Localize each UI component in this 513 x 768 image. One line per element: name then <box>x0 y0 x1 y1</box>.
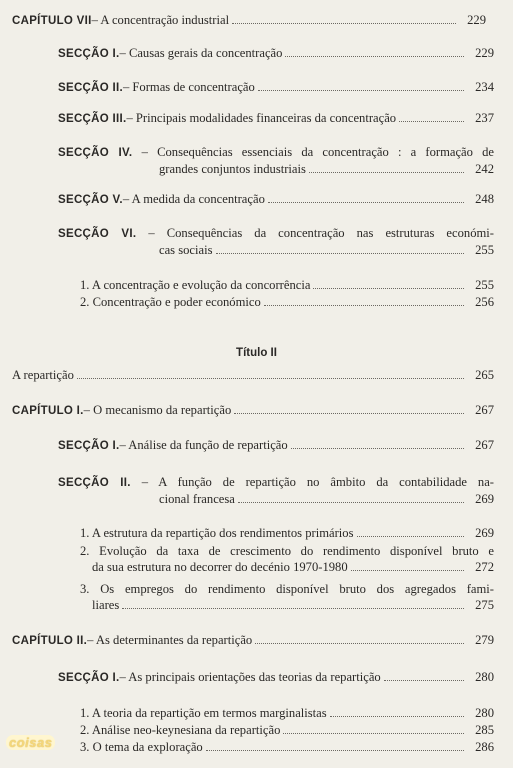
dot-leader <box>238 502 464 503</box>
toc-item <box>80 581 494 613</box>
entry-title: – Causas gerais da concentração <box>119 46 283 60</box>
chapter-label: CAPÍTULO II. <box>12 635 88 647</box>
entry-title: – O mecanismo da repartição <box>83 403 232 417</box>
page-number: 279 <box>475 633 494 647</box>
page-number: 255 <box>475 243 494 257</box>
page-number: 234 <box>475 80 494 94</box>
page-number: 256 <box>475 295 494 309</box>
section-label: SECÇÃO I. <box>58 440 120 452</box>
section-label: SECÇÃO VI. <box>58 228 137 240</box>
dot-leader <box>232 23 456 24</box>
toc-section-6 <box>58 225 494 258</box>
entry-title: 1. A concentração e evolução da concorrência <box>80 278 311 292</box>
toc-chapter-vii <box>12 12 486 29</box>
chapter-label: CAPÍTULO VII <box>12 15 92 27</box>
page-number: 286 <box>475 740 494 754</box>
dot-leader <box>285 56 464 57</box>
page-number: 269 <box>475 492 494 506</box>
watermark-logo: coisas <box>6 735 55 750</box>
entry-title: 3. O tema da exploração <box>80 740 203 754</box>
page-number: 248 <box>475 192 494 206</box>
section-label: SECÇÃO V. <box>58 194 123 206</box>
entry-title-cont: cas sociais <box>159 243 213 257</box>
page-number: 242 <box>475 162 494 176</box>
toc-item <box>80 722 494 738</box>
page-number: 229 <box>467 13 486 27</box>
dot-leader <box>313 288 464 289</box>
dot-leader <box>264 305 464 306</box>
toc-section-8 <box>58 474 494 507</box>
toc-section-5 <box>58 191 494 208</box>
toc-section-1 <box>58 45 494 62</box>
dot-leader <box>255 643 464 644</box>
dot-leader <box>384 680 464 681</box>
entry-title: – A função de repartição no âmbito da contabilidade na- <box>130 475 495 489</box>
dot-leader <box>268 202 464 203</box>
entry-title-cont: da sua estrutura no decorrer do decénio 1970-1980 <box>92 560 348 574</box>
page-number: 255 <box>475 278 494 292</box>
toc-chapter-i <box>12 402 494 419</box>
toc-item <box>80 705 494 721</box>
section-label: SECÇÃO I. <box>58 48 120 60</box>
entry-title: – As determinantes da repartição <box>87 633 253 647</box>
entry-title: – Formas de concentração <box>122 80 255 94</box>
toc-section-9 <box>58 669 494 686</box>
dot-leader <box>122 608 464 609</box>
toc-chapter-ii <box>12 632 494 649</box>
entry-title-cont: liares <box>92 598 120 612</box>
section-first-line <box>58 144 494 161</box>
dot-leader <box>357 536 465 537</box>
entry-title: – Principais modalidades financeiras da concentração <box>126 111 397 125</box>
page-number: 269 <box>475 526 494 540</box>
entry-title: A repartição <box>12 368 74 382</box>
dot-leader <box>234 413 464 414</box>
dot-leader <box>258 90 464 91</box>
section-first-line <box>58 225 494 242</box>
page-number: 280 <box>475 706 494 720</box>
entry-title: – As principais orientações das teorias da repartição <box>119 670 381 684</box>
entry-title: – Consequências da concentração nas estruturas económi- <box>136 226 494 240</box>
dot-leader <box>399 121 464 122</box>
entry-title: – Análise da função de repartição <box>119 438 288 452</box>
entry-title: 2. Análise neo-keynesiana da repartição <box>80 723 281 737</box>
section-label: SECÇÃO II. <box>58 477 131 489</box>
dot-leader <box>351 570 464 571</box>
dot-leader <box>291 448 464 449</box>
toc-section-3 <box>58 110 494 127</box>
toc-part <box>12 367 494 383</box>
section-label: SECÇÃO III. <box>58 113 127 125</box>
section-label: SECÇÃO I. <box>58 672 120 684</box>
entry-title: 2. Concentração e poder económico <box>80 295 261 309</box>
toc-item <box>80 277 494 293</box>
dot-leader <box>216 253 464 254</box>
entry-title-cont: cional francesa <box>159 492 235 506</box>
item-first-line: 3. Os empregos do rendimento disponível bruto dos agregados fami- <box>80 582 494 596</box>
chapter-label: CAPÍTULO I. <box>12 405 84 417</box>
toc-section-7 <box>58 437 494 454</box>
toc-item <box>80 543 494 575</box>
section-label: SECÇÃO IV. <box>58 147 133 159</box>
entry-title: – Consequências essenciais da concentração : a formação de <box>132 145 494 159</box>
entry-title: 1. A teoria da repartição em termos marginalistas <box>80 706 327 720</box>
dot-leader <box>77 378 464 379</box>
page-number: 265 <box>475 368 494 382</box>
page-number: 285 <box>475 723 494 737</box>
item-first-line: 2. Evolução da taxa de crescimento do rendimento disponível bruto e <box>80 544 494 558</box>
page-number: 267 <box>475 403 494 417</box>
page-number: 275 <box>475 598 494 612</box>
dot-leader <box>330 716 464 717</box>
dot-leader <box>283 733 464 734</box>
page-number: 237 <box>475 111 494 125</box>
toc-item <box>80 294 494 310</box>
dot-leader <box>206 750 464 751</box>
page-number: 229 <box>475 46 494 60</box>
toc-section-4 <box>58 144 494 177</box>
section-first-line <box>58 474 494 491</box>
page-number: 272 <box>475 560 494 574</box>
page-number: 267 <box>475 438 494 452</box>
toc-section-2 <box>58 79 494 96</box>
entry-title: – A concentração industrial <box>91 13 230 27</box>
toc-item <box>80 739 494 755</box>
entry-title-cont: grandes conjuntos industriais <box>159 162 306 176</box>
toc-item <box>80 525 494 541</box>
section-label: SECÇÃO II. <box>58 82 123 94</box>
dot-leader <box>309 172 464 173</box>
entry-title: – A medida da concentração <box>122 192 265 206</box>
entry-title: 1. A estrutura da repartição dos rendimentos primários <box>80 526 354 540</box>
part-title: Título II <box>236 347 277 359</box>
page-number: 280 <box>475 670 494 684</box>
